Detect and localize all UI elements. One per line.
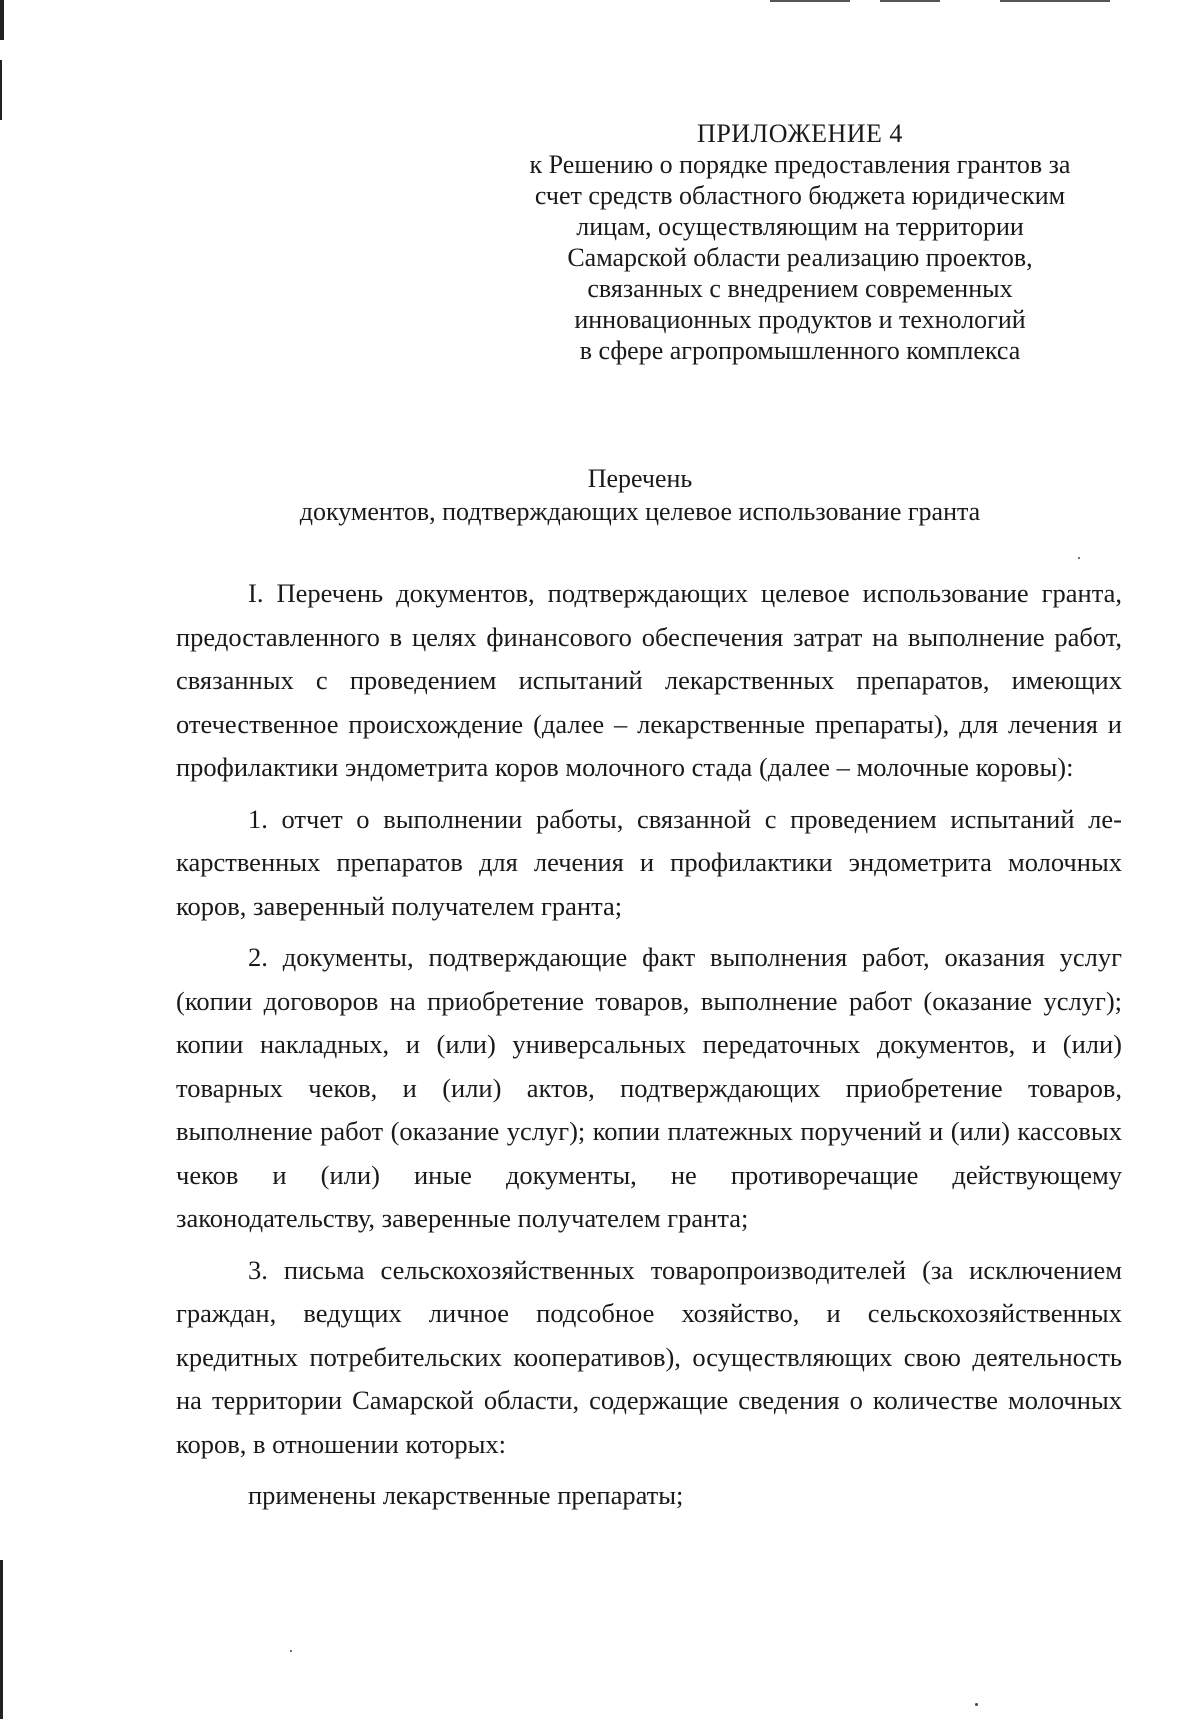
- document-body: [176, 572, 1122, 1526]
- scan-edge-mark: [0, 1560, 3, 1719]
- paragraph-item-1: 1. отчет о выполнении работы, связанной с проведением испытаний лекарственных препаратов для лечения и профилактики эндометрита молочных коров, заверенный получателем гранта;: [176, 803, 1122, 921]
- paragraph-item-3: 3. письма сельскохозяйственных товаропроизводителей (за исключением граждан, ведущих личное подсобное хозяйство, и сельскохозяйственных кредитных потребительских кооперативов), осуществляющих свою деятельность на территории Самарской области, содержащие сведения о количестве молочных коров, в отношении которых:: [176, 1254, 1122, 1459]
- appendix-line: связанных с внедрением современных: [587, 274, 1013, 303]
- scan-edge-mark: [1000, 0, 1110, 2]
- appendix-block: [480, 118, 1120, 366]
- scan-edge-mark: [880, 0, 940, 2]
- scan-edge-mark: [0, 0, 4, 40]
- appendix-line: в сфере агропромышленного комплекса: [579, 336, 1021, 365]
- paragraph-item-2: 2. документы, подтверждающие факт выполнения работ, оказания услуг (копии договоров на приобретение товаров, выполнение работ (оказание услуг); копии накладных, и (или) универсальных передаточных документов, и (или) товарных чеков, и (или) актов, подтверждающих приобретение товаров, выполнение работ (оказание услуг); копии платежных поручений и (или) кассовых чеков и (или) иные документы, не противоречащие действующему законодательству, заверенные получателем гранта;: [176, 942, 1122, 1233]
- document-title-line: Перечень: [587, 464, 693, 493]
- appendix-title: ПРИЛОЖЕНИЕ 4: [697, 119, 903, 148]
- paragraph-subitem: применены лекарственные препараты;: [248, 1480, 684, 1510]
- appendix-line: инновационных продуктов и технологий: [574, 305, 1026, 334]
- appendix-line: лицам, осуществляющим на территории: [576, 212, 1024, 241]
- scan-edge-mark: [770, 0, 850, 2]
- paragraph-section-1: I. Перечень документов, подтверждающих целевое использование гранта, предоставленного в целях финансового обеспечения затрат на выполнение работ, связанных с проведением испытаний лекарственных препаратов, имеющих отечественное происхождение (далее – лекарственные препараты), для лечения и профилактики эндометрита коров молочного стада (далее – молочные коровы):: [176, 578, 1122, 782]
- scan-speck: [1078, 557, 1080, 559]
- appendix-line: счет средств областного бюджета юридическим: [534, 181, 1066, 210]
- appendix-line: Самарской области реализацию проектов,: [567, 243, 1033, 272]
- appendix-line: к Решению о порядке предоставления грантов за: [529, 150, 1071, 179]
- scan-edge-mark: [0, 60, 2, 120]
- scan-speck: [290, 1650, 292, 1652]
- scan-speck: [975, 1703, 978, 1706]
- document-subtitle-line: документов, подтверждающих целевое использование гранта: [299, 497, 981, 526]
- document-title: [160, 462, 1120, 528]
